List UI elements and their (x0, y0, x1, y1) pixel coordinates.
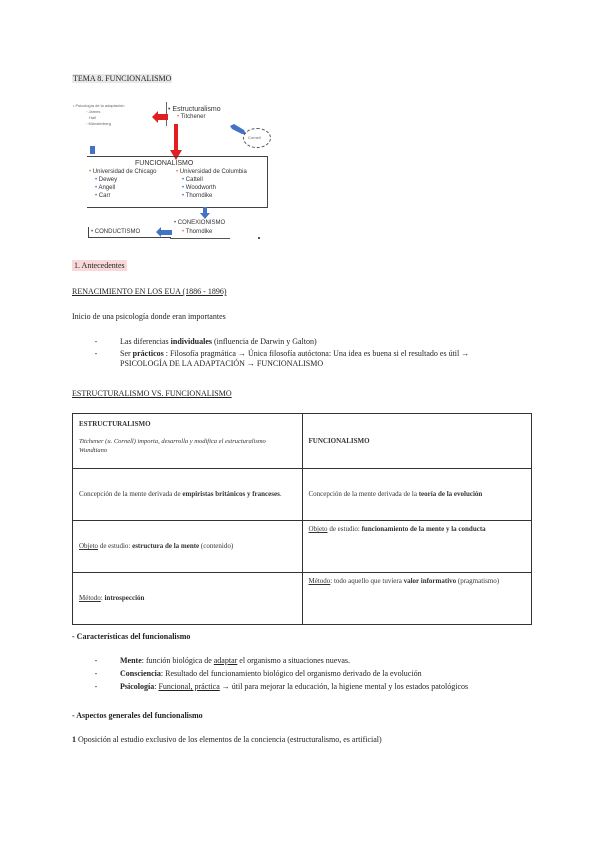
red-arrow-down-icon (170, 124, 182, 160)
table-row (73, 414, 532, 469)
list-item: - Las diferencias individuales (influencia de Darwin y Galton) (94, 337, 317, 346)
blue-arrow-down-icon (89, 146, 97, 156)
caracteristicas-heading: - Características del funcionalismo (72, 632, 191, 641)
diagram-chicago-item: • Dewey (95, 177, 118, 183)
table-cell: ESTRUCTURALISMO Titchener (u. Cornell) importa, desarrolla y modifica el estructuralismo Wundtiano (73, 414, 303, 469)
diagram-estructuralismo: • Estructuralismo (168, 106, 221, 113)
table-cell: Método: todo aquello que tuviera valor informativo (pragmatismo) (302, 573, 532, 625)
table-cell: Concepción de la mente derivada de la teoría de la evolución (302, 469, 532, 521)
caracteristicas-list (72, 656, 542, 692)
list-item: - Psicología: Funcional, práctica → útil para mejorar la educación, la higiene mental y los estados patológicos (94, 682, 469, 691)
renacimiento-heading: RENACIMIENTO EN LOS EUA (1886 - 1896) (72, 287, 227, 296)
renacimiento-intro: Inicio de una psicología donde eran importantes (72, 312, 226, 321)
diagram-chicago-item: • Angell (95, 185, 116, 191)
diagram-thorndike: • Thorndike (182, 229, 213, 235)
bubble-label: Cornell (248, 135, 261, 140)
diagram-columbia-item: • Thorndike (182, 193, 213, 199)
renacimiento-list (72, 337, 542, 369)
table-row (73, 521, 532, 573)
dot-mark (258, 237, 260, 239)
table-row (73, 469, 532, 521)
table-cell: Objeto de estudio: funcionamiento de la mente y la conducta (302, 521, 532, 573)
table-cell: FUNCIONALISMO (302, 414, 532, 469)
red-arrow-left-icon (152, 111, 168, 123)
blue-arrow-down-icon (200, 207, 210, 219)
table-cell: Concepción de la mente derivada de empiristas británicos y franceses. (73, 469, 303, 521)
diagram-columbia-item: • Cattell (182, 177, 203, 183)
diagram-left-item: ◦ James (86, 109, 101, 114)
diagram-columbia: • Universidad de Columbia (176, 169, 247, 175)
diagram-chicago: • Universidad de Chicago (89, 169, 157, 175)
diagram-columbia-item: • Woodworth (182, 185, 217, 191)
list-item: - Consciencia: Resultado del funcionamiento biológico del organismo derivado de la evolución (94, 669, 422, 678)
diagram-titchener: • Titchener (177, 114, 206, 120)
comparison-table (72, 413, 532, 625)
diagram-left-header: • Psicología de la adaptación (73, 103, 125, 108)
diagram-conexionismo: • CONEXIONISMO (174, 220, 226, 226)
table-cell: Objeto de estudio: estructura de la mente (contenido) (73, 521, 303, 573)
diagram-left-item: Hall (89, 115, 96, 120)
section-heading: 1. Antecedentes (74, 261, 125, 270)
table-cell: Método: introspección (73, 573, 303, 625)
aspectos-item: 1 Oposición al estudio exclusivo de los elementos de la conciencia (estructuralismo, es artificial) (72, 735, 382, 744)
list-item: - Mente: función biológica de adaptar el organismo a situaciones nuevas. (94, 656, 351, 665)
comparison-heading: ESTRUCTURALISMO VS. FUNCIONALISMO (72, 389, 232, 398)
diagram-left-item: ◦ Münsterberg (86, 121, 111, 126)
diagram-conductismo: • CONDUCTISMO (91, 229, 141, 235)
page-title: TEMA 8. FUNCIONALISMO (73, 74, 172, 83)
table-row (73, 573, 532, 625)
divider-line (170, 238, 230, 239)
diagram-funcionalismo-title: FUNCIONALISMO (135, 160, 194, 167)
diagram-chicago-item: • Carr (95, 193, 111, 199)
list-item: - Ser prácticos : Filosofía pragmática → Única filosofía autóctona: Una idea es buena si el resultado es útil → PSICOLOGÍA DE LA ADAPTACIÓN → FUNCIONALISMO (94, 349, 470, 368)
aspectos-heading: - Aspectos generales del funcionalismo (72, 711, 203, 720)
